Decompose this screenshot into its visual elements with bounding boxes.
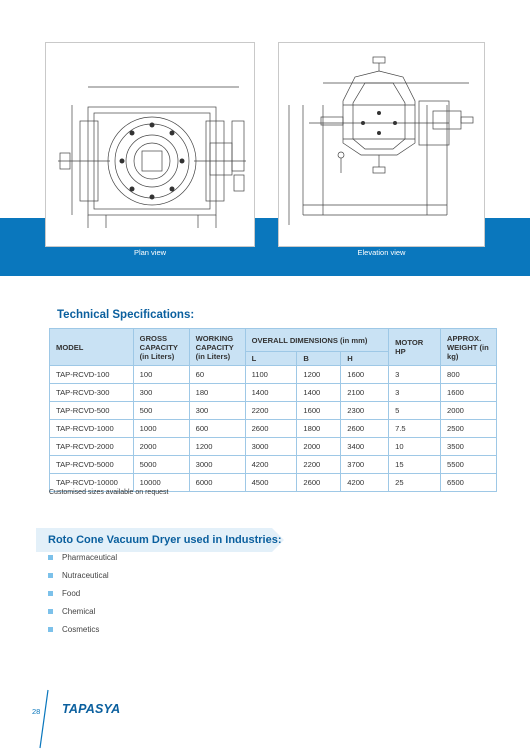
cell-h: 3400 [341, 438, 389, 456]
elevation-view-drawing [278, 42, 485, 247]
bullet-square-icon [48, 627, 53, 632]
header-working-capacity: WORKING CAPACITY (in Liters) [189, 329, 245, 366]
elevation-view-svg [279, 43, 486, 248]
cell-working: 3000 [189, 456, 245, 474]
cell-working: 600 [189, 420, 245, 438]
cell-working: 1200 [189, 438, 245, 456]
cell-l: 2600 [245, 420, 297, 438]
cell-l: 1400 [245, 384, 297, 402]
cell-h: 4200 [341, 474, 389, 492]
cell-h: 3700 [341, 456, 389, 474]
cell-model: TAP-RCVD-100 [50, 366, 134, 384]
cell-weight: 6500 [441, 474, 497, 492]
bullet-square-icon [48, 609, 53, 614]
cell-l: 1100 [245, 366, 297, 384]
header-b: B [297, 352, 341, 366]
plan-view-svg [46, 43, 256, 248]
cell-h: 2100 [341, 384, 389, 402]
cell-l: 4200 [245, 456, 297, 474]
cell-gross: 2000 [133, 438, 189, 456]
cell-motor: 15 [389, 456, 441, 474]
bullet-square-icon [48, 591, 53, 596]
cell-h: 1600 [341, 366, 389, 384]
cell-b: 1200 [297, 366, 341, 384]
cell-h: 2300 [341, 402, 389, 420]
list-item [48, 566, 117, 584]
industry-label: Pharmaceutical [62, 552, 118, 562]
table-row [50, 402, 497, 420]
cell-gross: 500 [133, 402, 189, 420]
cell-motor: 10 [389, 438, 441, 456]
cell-gross: 5000 [133, 456, 189, 474]
cell-b: 2200 [297, 456, 341, 474]
list-item [48, 621, 117, 639]
table-row [50, 384, 497, 402]
industry-label: Nutraceutical [62, 570, 109, 580]
cell-gross: 10000 [133, 474, 189, 492]
cell-motor: 5 [389, 402, 441, 420]
cell-l: 4500 [245, 474, 297, 492]
list-item [48, 584, 117, 602]
list-item [48, 603, 117, 621]
industries-title: Roto Cone Vacuum Dryer used in Industries: [48, 534, 282, 546]
cell-weight: 1600 [441, 384, 497, 402]
cell-model: TAP-RCVD-500 [50, 402, 134, 420]
cell-motor: 3 [389, 384, 441, 402]
cell-b: 1600 [297, 402, 341, 420]
cell-l: 3000 [245, 438, 297, 456]
cell-model: TAP-RCVD-2000 [50, 438, 134, 456]
page-number: 28 [32, 707, 41, 716]
cell-h: 2600 [341, 420, 389, 438]
cell-b: 2600 [297, 474, 341, 492]
table-row [50, 438, 497, 456]
cell-weight: 2000 [441, 402, 497, 420]
cell-b: 1800 [297, 420, 341, 438]
cell-b: 1400 [297, 384, 341, 402]
cell-model: TAP-RCVD-1000 [50, 420, 134, 438]
list-item [48, 548, 117, 566]
plan-view-caption: Plan view [133, 248, 167, 257]
header-h: H [341, 352, 389, 366]
header-l: L [245, 352, 297, 366]
cell-gross: 300 [133, 384, 189, 402]
tech-specs-title: Technical Specifications: [57, 309, 195, 321]
cell-motor: 3 [389, 366, 441, 384]
industry-label: Chemical [62, 607, 96, 617]
header-gross-capacity: GROSS CAPACITY (in Liters) [133, 329, 189, 366]
cell-model: TAP-RCVD-300 [50, 384, 134, 402]
cell-working: 6000 [189, 474, 245, 492]
cell-weight: 3500 [441, 438, 497, 456]
cell-working: 180 [189, 384, 245, 402]
spec-table [49, 328, 497, 492]
cell-model: TAP-RCVD-5000 [50, 456, 134, 474]
table-row [50, 456, 497, 474]
industries-list [48, 548, 117, 639]
plan-view-drawing [45, 42, 255, 247]
header-motor-hp: MOTOR HP [389, 329, 441, 366]
cell-l: 2200 [245, 402, 297, 420]
cell-weight: 2500 [441, 420, 497, 438]
cell-model: TAP-RCVD-10000 [50, 474, 134, 492]
cell-weight: 5500 [441, 456, 497, 474]
cell-b: 2000 [297, 438, 341, 456]
elevation-view-caption: Elevation view [357, 248, 406, 257]
cell-working: 60 [189, 366, 245, 384]
cell-gross: 100 [133, 366, 189, 384]
header-approx-weight: APPROX. WEIGHT (in kg) [441, 329, 497, 366]
header-model: MODEL [50, 329, 134, 366]
industry-label: Food [62, 588, 81, 598]
customisation-note: Customised sizes available on request [49, 489, 169, 496]
cell-motor: 25 [389, 474, 441, 492]
header-overall-dimensions: OVERALL DIMENSIONS (in mm) [245, 329, 389, 352]
cell-weight: 800 [441, 366, 497, 384]
cell-motor: 7.5 [389, 420, 441, 438]
table-row [50, 366, 497, 384]
cell-working: 300 [189, 402, 245, 420]
cell-gross: 1000 [133, 420, 189, 438]
table-row [50, 420, 497, 438]
bullet-square-icon [48, 573, 53, 578]
brand-logo: TAPASYA [62, 702, 121, 716]
industry-label: Cosmetics [62, 625, 100, 635]
bullet-square-icon [48, 555, 53, 560]
